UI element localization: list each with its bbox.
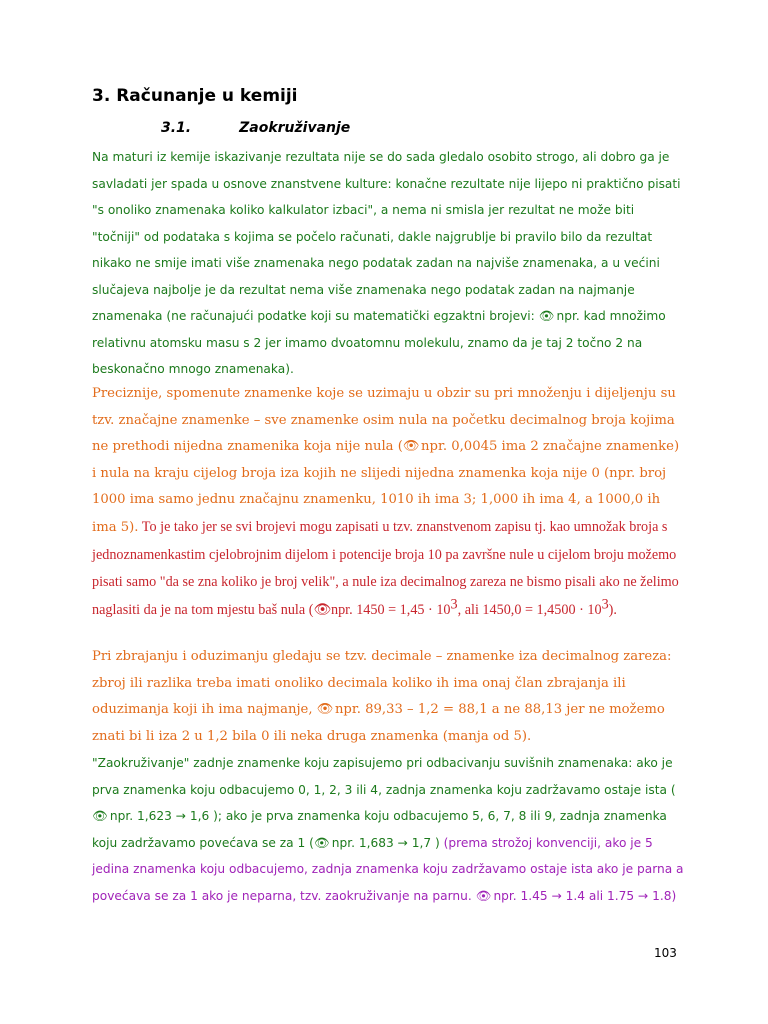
arrow-right-icon: → xyxy=(551,888,562,903)
arrow-right-icon: → xyxy=(175,809,186,823)
subsection-number: 3.1. xyxy=(161,120,192,136)
paragraph-rounding xyxy=(92,750,686,909)
p2-sup-1: 3 xyxy=(450,596,458,613)
p3-text-b: npr. 89,33 – 1,2 = 88,1 a ne 88,13 jer ne možemo znati bi li iza 2 u 1,2 bila 0 ili neka druga znamenka (manja od 5). xyxy=(92,702,665,744)
p4-text-i: 1.8) xyxy=(648,888,677,903)
p2-text-e: , ali 1450,0 = 1,4500 · 10 xyxy=(457,601,602,618)
eye-icon: 👁 xyxy=(402,439,420,455)
paragraph-decimals xyxy=(92,644,686,750)
p2-text-c: To je tako jer se svi brojevi mogu zapisati u tzv. znanstvenom zapisu tj. kao umnožak broja s jednoznamenkastim cjelobrojnim dijelom i potencije broja 10 pa završne nule u cijelom broju možemo pisati samo "da se zna koliko je broj velik", a nule iza decimalnog zareza ne bismo pisali ako ne želimo naglasiti da je na tom mjestu baš nula ( xyxy=(92,518,679,618)
eye-icon: 👁 xyxy=(316,702,334,718)
p4-text-d: npr. 1,683 xyxy=(327,835,398,850)
paragraph-significant-figures xyxy=(92,381,686,624)
p2-sup-2: 3 xyxy=(601,596,609,613)
p2-text-a: Preciznije, spomenute znamenke koje se uzimaju u obzir su pri množenju i dijeljenju su tzv. značajne znamenke – sve znamenke osim nula na početku decimalnog broja kojima ne prethodi nijedna znamenika koja nije nula ( xyxy=(92,386,676,455)
p4-text-f: (prema strožoj konvenciji, ako je 5 jedina znamenka koju odbacujemo, zadnja znamenka koju zadržavamo ostaje ista ako je parna a povećava se za 1 ako je neparna, tzv. zaokruživanje na parnu. xyxy=(92,835,684,903)
eye-icon: 👁 xyxy=(92,809,108,823)
eye-icon: 👁 xyxy=(313,835,330,850)
arrow-right-icon: → xyxy=(638,888,649,903)
p4-text-b: npr. 1,623 xyxy=(106,809,176,823)
page-number: 103 xyxy=(654,946,677,960)
p4-text-c: 1,6 ); ako je prva znamenka koju odbacujemo 5, 6, 7, 8 ili 9, zadnja znamenka koju zadržavamo povećava se za 1 ( xyxy=(92,809,667,850)
paragraph-intro xyxy=(92,144,686,383)
section-number: 3. xyxy=(92,86,111,106)
arrow-right-icon: → xyxy=(397,835,408,850)
p4-text-g: npr. 1.45 xyxy=(489,888,552,903)
subsection-heading xyxy=(161,120,350,136)
p1-text-a: Na maturi iz kemije iskazivanje rezultata nije se do sada gledalo osobito strogo, ali dobro ga je savladati jer spada u osnove znanstvene kulture: konačne rezultate nije lijepo ni praktično pisati "s onoliko znamenaka koliko kalkulator izbaci", a nema ni smisla jer rezultat ne može biti "točniji" od podataka s kojima se počelo računati, dakle najgrublje bi pravilo bilo da rezultat nikako ne smije imati više znamenaka nego podatak zadan na najviše znamenaka, a u većini slučajeva najbolje je da rezultat nema više znamenaka nego podatak zadan na najmanje znamenaka (ne računajući podatke koji su matematički egzaktni brojevi: xyxy=(92,150,681,323)
section-heading xyxy=(92,86,298,106)
p4-text-h: 1.4 ali 1.75 xyxy=(561,888,639,903)
p2-text-d: npr. 1450 = 1,45 · 10 xyxy=(327,601,451,618)
section-title: Računanje u kemiji xyxy=(116,86,298,106)
eye-icon: 👁 xyxy=(313,601,332,618)
p3-text-a: Pri zbrajanju i oduzimanju gledaju se tzv. decimale – znamenke iza decimalnog zareza: zbroj ili razlika treba imati onoliko decimala koliko ih ima onaj član zbrajanja ili oduzimanja koji ih ima najmanje, xyxy=(92,649,672,718)
p1-text-b: npr. kad množimo relativnu atomsku masu s 2 jer imamo dvoatomnu molekulu, znamo da je taj 2 točno 2 na beskonačno mnogo znamenaka). xyxy=(92,309,666,376)
p4-text-e: 1,7 ) xyxy=(407,835,440,850)
subsection-title: Zaokruživanje xyxy=(239,120,351,136)
p2-text-f: ). xyxy=(608,601,617,618)
p4-text-a: "Zaokruživanje" zadnje znamenke koju zapisujemo pri odbacivanju suvišnih znamenaka: ako je prva znamenka koju odbacujemo 0, 1, 2, 3 ili 4, zadnja znamenka koju zadržavamo ostaje ista ( xyxy=(92,756,676,797)
p2-text-b: npr. 0,0045 ima 2 značajne znamenke) i nula na kraju cijelog broja iza kojih ne slijedi nijedna znamenka koja nije 0 (npr. broj 1000 ima samo jednu značajnu znamenku, 1010 ih ima 3; 1,000 ih ima 4, a 1000,0 ih ima 5). xyxy=(92,439,680,535)
eye-icon: 👁 xyxy=(538,309,555,323)
eye-icon: 👁 xyxy=(475,888,492,903)
